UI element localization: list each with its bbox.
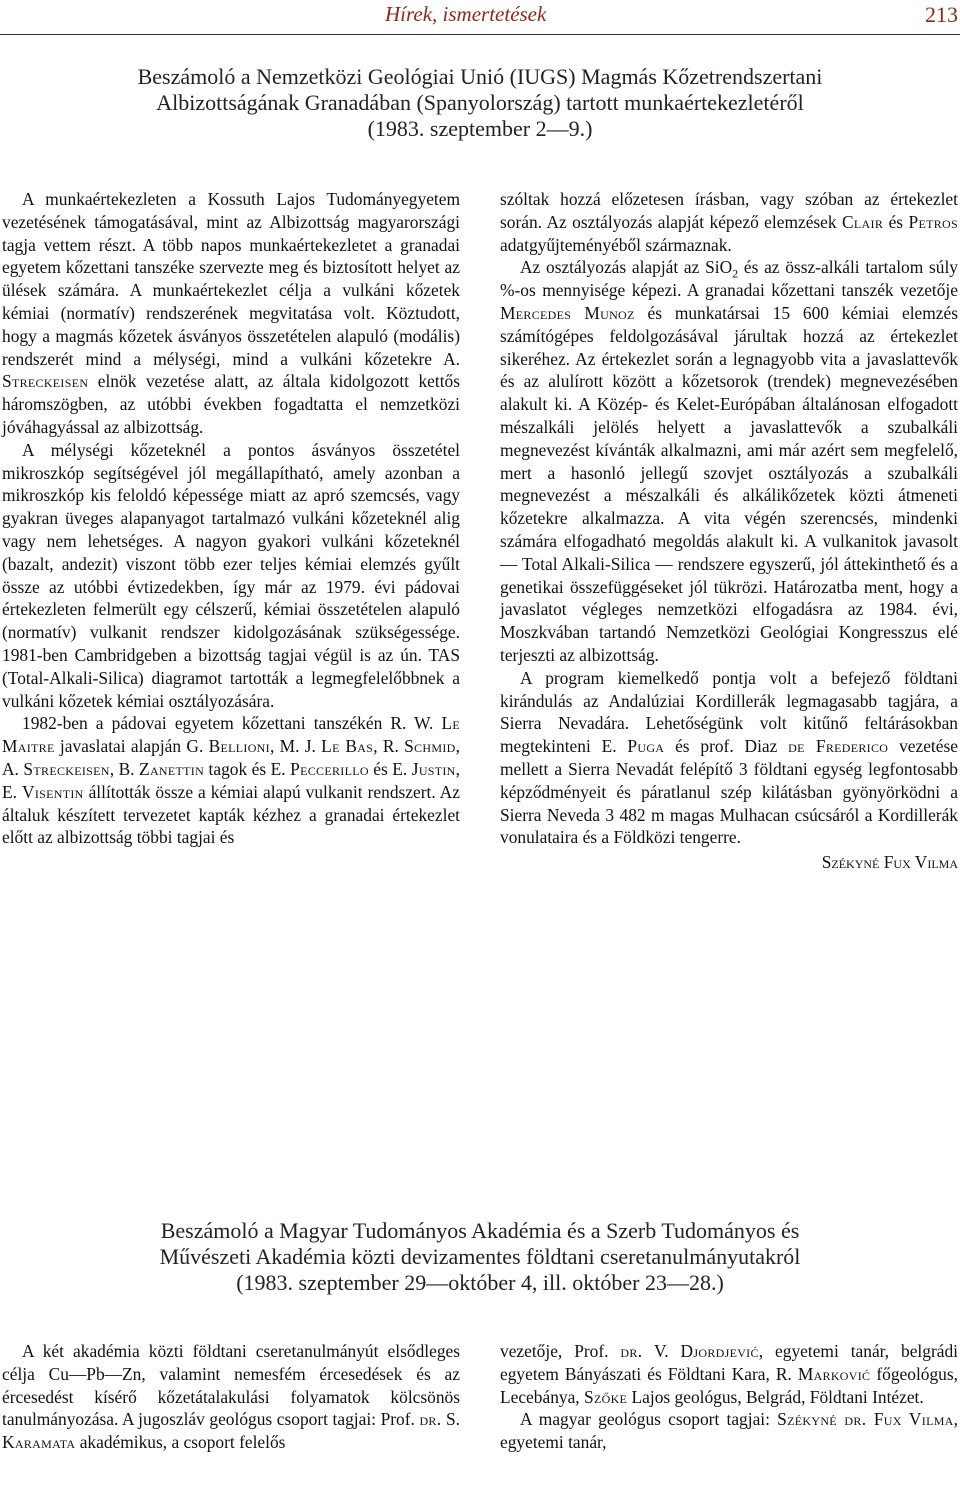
text: vezetése mellett a Sierra Nevadát felépítő 3 földtani egység legfontosabb képződményeit és páratlanul szép kilátásban gyönyörködni a Sierra Neveda 3 482 m magas Mulhacan csúcsáról a Kordillerák vonulataira és a Földközi tengerre. [500, 736, 958, 848]
text: Az osztályozás alapját az SiO [520, 257, 733, 278]
header-rule [0, 34, 960, 35]
page-number: 213 [925, 2, 958, 27]
title-abbrev: dr. [419, 1409, 442, 1430]
text: elnök vezetése alatt, az általa kidolgozott kettős háromszögben, az utóbbi években fogadtatta el nemzetközi jóváhagyással az albizottság. [2, 371, 460, 437]
person-name: Marković [797, 1363, 871, 1384]
running-head [0, 0, 960, 40]
person-name: Streckeisen [23, 758, 110, 779]
person-name: Puga [627, 736, 665, 757]
article1-right-column [500, 188, 958, 874]
text: , egyetemi tanár, belgrádi egyetem Bányászati és Földtani Kara, R. [500, 1341, 958, 1384]
text: A mélységi kőzeteknél a pontos ásványos összetétel mikroszkóp segítségével jól megállapítható, amely azonban a mikroszkóp kis feloldó képessége miatt az apró szemcsés, vagy gyakran üveges alapanyagot tartalmazó vulkáni kőzeteknél alig vagy nem lehetséges. A nagyon gyakori vulkáni kőzeteknél (bazalt, andezit) viszont több ezer teljes kémiai elemzés gyűlt össze az utóbbi évtizedekben, így már az 1979. évi pádovai értekezleten felmerült egy célszerű, kémiai összetételen alapuló (normatív) vulkanit rendszer kidolgozásának szükségessége. 1981-ben Cambridgeben a bizottság tagjai végül is az ún. TAS (Total-Alkali-Silica) diagramot tartották a legmegfelelőbbnek a vulkáni kőzetek kémiai osztályozására. [2, 439, 460, 711]
text: szóltak hozzá előzetesen írásban, vagy szóban az értekezlet során. Az osztályozás alapját képező elemzések [500, 189, 958, 232]
person-name: Streckeisen [2, 371, 89, 392]
subscript: 2 [732, 266, 739, 281]
article1-left-column [2, 188, 460, 849]
text: és munkatársai 15 600 kémiai elemzés számítógépes feldolgozásával járultak hozzá az értekezlet sikeréhez. Az értekezlet során a legnagyobb vita a javaslattevők és az alulírott között a kőzetsorok (trendek) megnevezésében alakult ki. A Közép- és Kelet-Európában általánosan elfogadott mészalkáli jelölés helyett a javaslattevők a szubalkáli megnevezést kívánták alkalmazni, ami már azért sem megfelelő, mert a hasonló jellegű szovjet osztályozás a szubalkáli megnevezést a mészalkáli és alkálikőzetek közti átmeneti kőzetekre alkalmazza. A vita végén szerencsés, mindenki számára elfogadható megoldás alakult ki. A vulkanitok javasolt — Total Alkali-Silica — rendszere egyszerű, jól áttekinthető és a genetikai összefüggéseket jól tükrözi. Határozatba ment, hogy a javaslatot végleges nemzetközi elfogadásra az 1984. évi, Moszkvában tartandó Nemzetközi Geológiai Kongresszus elé terjeszti az albizottság. [500, 302, 958, 665]
paragraph [500, 188, 958, 256]
text: , M. J. [269, 736, 316, 757]
text: 1982-ben a pádovai egyetem kőzettani tanszékén R. W. [22, 713, 434, 734]
person-name: Bellioni [208, 736, 270, 757]
text: javaslatai alapján G. [59, 736, 204, 757]
text: és E. [373, 758, 408, 779]
person-name: Petros [908, 211, 958, 232]
person-name: Djordjević [680, 1341, 759, 1361]
heading-line: (1983. szeptember 29—október 4, ill. október 23—28.) [236, 1270, 724, 1295]
article2-left-column [2, 1340, 460, 1454]
text: , B. [109, 758, 135, 779]
person-name: Clair [842, 211, 884, 232]
text: és az össz-alkáli tartalom súly %-os mennyisége képezi. A granadai kőzettani tanszék vezetője [500, 257, 958, 301]
heading-line: Albizottságának Granadában (Spanyolország) tartott munkaértekezletéről [156, 90, 804, 115]
paragraph [2, 188, 460, 439]
person-name: Visentin [21, 781, 84, 802]
person-name: Schmid [404, 736, 456, 757]
heading-line: Beszámoló a Nemzetközi Geológiai Unió (IUGS) Magmás Kőzetrendszertani [137, 64, 823, 89]
text: és prof. Diaz [675, 736, 778, 757]
paragraph [2, 439, 460, 713]
person-name: de Frederico [788, 736, 889, 757]
text: Lajos geológus, Belgrád, Földtani Intézet. [631, 1386, 924, 1407]
text: , R. [373, 736, 399, 757]
article2-right-column [500, 1340, 958, 1454]
text: főgeológus, Lecebánya, [500, 1363, 958, 1407]
paragraph [500, 1340, 958, 1408]
paragraph [500, 1408, 958, 1454]
text: A munkaértekezleten a Kossuth Lajos Tudományegyetem vezetésének támogatásával, mint az Albizottság magyarországi tagja vettem részt. A több napos munkaértekezletet a granadai egyetem kőzettani tanszéke szervezte meg és biztosított helyet az ülések számára. A munkaértekezlet célja a vulkáni kőzetek kémiai (normatív) rendszerének megvitatása volt. Köztudott, hogy a magmás kőzetek ásványos összetételen alapuló (modális) rendszerét mind a mélységi, mind a vulkáni kőzetekre A. [2, 189, 460, 369]
person-name: Székyné dr. Fux Vilma [777, 1409, 954, 1430]
paragraph [2, 1340, 460, 1454]
text: , A. [2, 736, 460, 779]
person-name: Peccerillo [290, 758, 369, 779]
article2-heading [0, 1218, 960, 1296]
signature: Székyné Fux Vilma [821, 852, 958, 873]
heading-line: Beszámoló a Magyar Tudományos Akadémia és a Szerb Tudományos és [160, 1218, 800, 1243]
text: A két akadémia közti földtani cseretanulmányút elsődleges célja Cu—Pb—Zn, valamint nemesfém ércesedések és az ércesedést kísérő kőzetátalakulási folyamatok kölcsönös tanulmányozása. A jugoszláv geológus csoport tagjai: Prof. [2, 1341, 460, 1430]
paragraph [2, 712, 460, 849]
text: tagok és E. [208, 758, 286, 779]
person-name: Karamata [2, 1432, 76, 1453]
title-abbrev: dr. [620, 1341, 643, 1361]
text: A program kiemelkedő pontja volt a befejező földtani kirándulás az Andalúziai Kordillerák legmagasabb tagjára, a Sierra Nevadára. Lehetőségünk volt kitűnő feltárásokban megtekinteni E. [500, 667, 958, 757]
paragraph [500, 256, 958, 666]
article1-heading [0, 64, 960, 142]
text: vezetője, Prof. [500, 1341, 609, 1361]
text: , E. [2, 758, 461, 802]
person-name: Le Bas [321, 736, 374, 757]
person-name: Mercedes Munoz [500, 302, 635, 323]
heading-line: (1983. szeptember 2—9.) [367, 116, 593, 141]
text: A magyar geológus csoport tagjai: [520, 1409, 770, 1430]
text: S. [445, 1409, 460, 1430]
text: akadémikus, a csoport felelős [79, 1432, 286, 1453]
text: V. [653, 1341, 669, 1361]
text: adatgyűjteményéből származnak. [500, 234, 732, 255]
person-name: Zanettin [139, 758, 205, 779]
text: , egyetemi tanár, [500, 1409, 958, 1453]
person-name: Le Maitre [2, 713, 460, 757]
person-name: Szőke [584, 1386, 628, 1407]
paragraph [500, 667, 958, 849]
text: és [888, 211, 904, 232]
heading-line: Művészeti Akadémia közti devizamentes földtani cseretanulmányutakról [159, 1244, 801, 1269]
person-name: Justin [411, 758, 456, 779]
text: állították össze a kémiai alapú vulkanit rendszert. Az általuk készített tervezetet kapták kézhez a granadai értekezlet előtt az albizottság többi tagjai és [2, 781, 460, 848]
section-title: Hírek, ismertetések [385, 2, 547, 26]
